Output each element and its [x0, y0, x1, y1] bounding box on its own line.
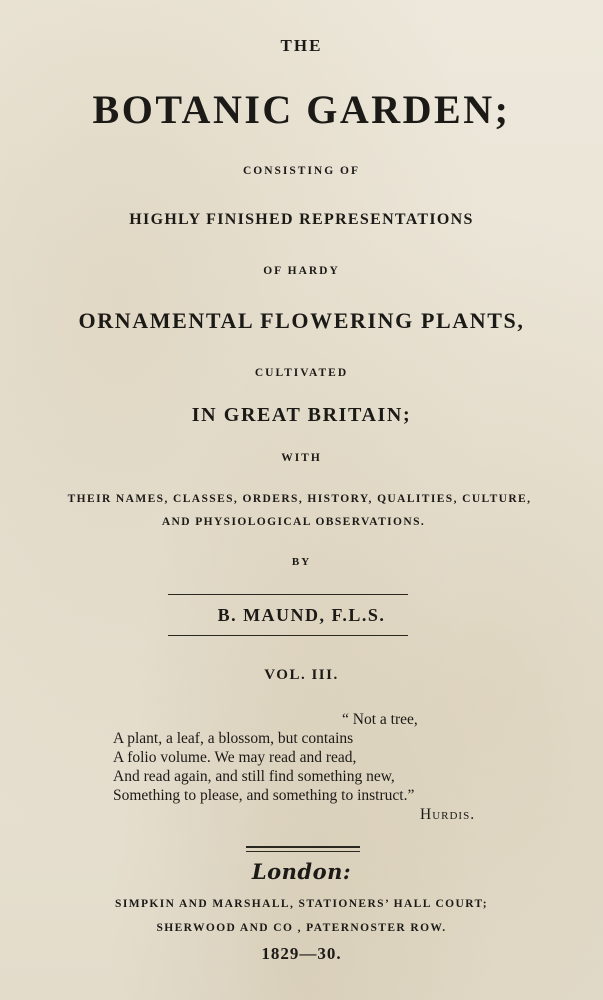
epigraph-line-4: And read again, and still find something new, — [113, 768, 395, 785]
author-name: B. MAUND, F.L.S. — [217, 605, 386, 625]
publication-years: 1829—30. — [261, 944, 342, 963]
physiological-line: AND PHYSIOLOGICAL OBSERVATIONS. — [161, 516, 426, 528]
by-line: BY — [291, 556, 312, 568]
imprint-city: London: — [251, 859, 352, 884]
with-line: WITH — [281, 452, 322, 464]
cultivated-line: CULTIVATED — [254, 367, 349, 379]
epigraph-line-1: “ Not a tree, — [342, 711, 418, 728]
author-rule-top — [168, 594, 408, 595]
of-hardy-line: OF HARDY — [263, 265, 340, 277]
highly-finished-line: HIGHLY FINISHED REPRESENTATIONS — [129, 211, 474, 228]
title-the: THE — [280, 36, 323, 55]
main-title: BOTANIC GARDEN; — [92, 87, 511, 132]
epigraph-attribution: Hurdis. — [420, 806, 476, 823]
volume-line: VOL. III. — [264, 667, 339, 683]
names-classes-line: THEIR NAMES, CLASSES, ORDERS, HISTORY, QUALITIES, CULTURE, — [67, 493, 532, 505]
author-rule-bottom — [168, 635, 408, 636]
imprint-rule-top — [246, 846, 360, 848]
publisher-line-2: SHERWOOD AND CO , PATERNOSTER ROW. — [156, 922, 447, 934]
epigraph-line-2: A plant, a leaf, a blossom, but contains — [113, 730, 354, 747]
imprint-rule-top-thin — [246, 851, 360, 852]
great-britain-line: IN GREAT BRITAIN; — [191, 404, 412, 426]
ornamental-line: ORNAMENTAL FLOWERING PLANTS, — [78, 308, 525, 333]
publisher-line-1: SIMPKIN AND MARSHALL, STATIONERS’ HALL COURT; — [115, 898, 488, 910]
consisting-of-line: CONSISTING OF — [242, 165, 361, 177]
epigraph-line-3: A folio volume. We may read and read, — [113, 749, 357, 766]
epigraph-line-5: Something to please, and something to instruct.” — [113, 787, 415, 804]
